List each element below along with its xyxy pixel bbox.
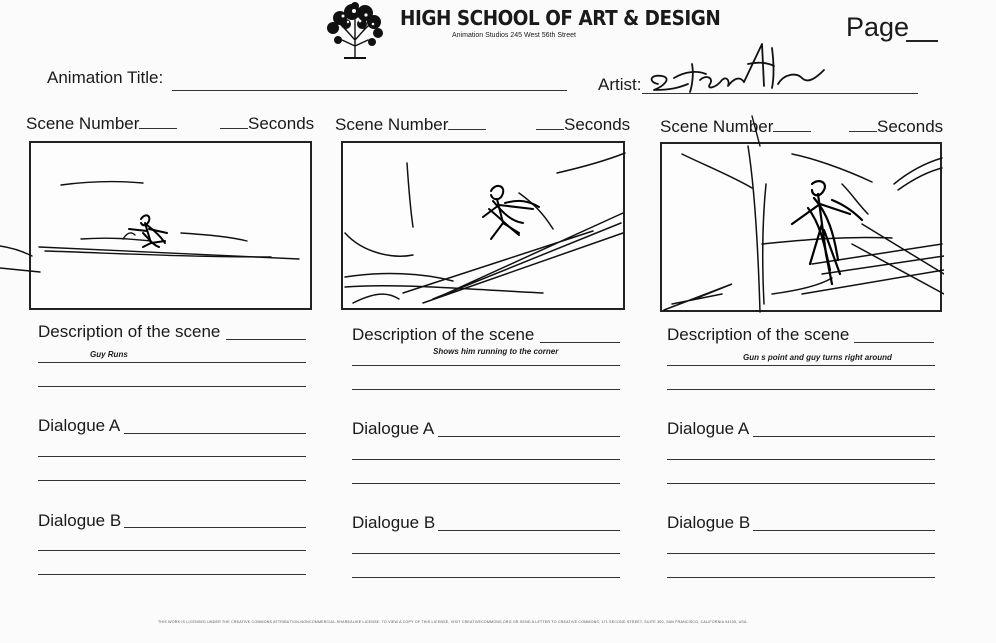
description-value-2: Shows him running to the corner bbox=[433, 347, 559, 356]
scene-number-field-2[interactable] bbox=[448, 128, 486, 130]
description-value-3: Gun s point and guy turns right around bbox=[743, 353, 892, 362]
dialogue-a-line-1a[interactable] bbox=[124, 433, 306, 434]
storyboard-sketch-figure-turning-icon bbox=[662, 144, 944, 314]
description-line-2c[interactable] bbox=[352, 389, 620, 390]
description-line-1a[interactable] bbox=[226, 339, 306, 340]
dialogue-b-line-1a[interactable] bbox=[124, 527, 306, 528]
footer-fine-print: THIS WORK IS LICENSED UNDER THE CREATIVE COMMONS ATTRIBUTION-NONCOMMERCIAL-SHAREALIKE LICENSE. TO VIEW A COPY OF THIS LICENSE, VISIT CREATIVECOMMONS.ORG OR SEND A LETTER TO CREATIVE COMMONS, 171 SECOND STREET, SUITE 300, SAN FRANCISCO, CALIFORNIA 94105, USA. bbox=[158, 620, 748, 624]
dialogue-b-label-1: Dialogue B bbox=[38, 511, 122, 530]
dialogue-b-line-2c[interactable] bbox=[352, 577, 620, 578]
dialogue-a-line-1c[interactable] bbox=[38, 480, 306, 481]
dialogue-a-line-2b[interactable] bbox=[352, 459, 620, 460]
seconds-label-2: Seconds bbox=[536, 115, 630, 135]
animation-title-label: Animation Title: bbox=[47, 68, 164, 87]
storyboard-frame-3[interactable] bbox=[660, 142, 942, 312]
scene-number-field-3[interactable] bbox=[773, 130, 811, 132]
dialogue-a-line-3b[interactable] bbox=[667, 459, 935, 460]
seconds-label-3: Seconds bbox=[849, 117, 943, 137]
dialogue-b-line-2b[interactable] bbox=[352, 553, 620, 554]
dialogue-b-line-3a[interactable] bbox=[753, 530, 935, 531]
description-line-3a[interactable] bbox=[854, 342, 934, 343]
description-line-1c[interactable] bbox=[38, 386, 306, 387]
dialogue-b-line-3c[interactable] bbox=[667, 577, 935, 578]
description-label-2: Description of the scene bbox=[352, 325, 535, 344]
seconds-field-3[interactable] bbox=[849, 130, 877, 132]
seconds-field-2[interactable] bbox=[536, 128, 564, 130]
dialogue-b-line-3b[interactable] bbox=[667, 553, 935, 554]
handwritten-signature-icon bbox=[644, 34, 834, 102]
scene-number-label-3: Scene Number bbox=[660, 117, 811, 137]
animation-title-field[interactable] bbox=[172, 90, 567, 91]
scene-number-field-1[interactable] bbox=[139, 127, 177, 129]
storyboard-sketch-figure-corner-icon bbox=[343, 143, 627, 312]
dialogue-a-line-2a[interactable] bbox=[438, 436, 620, 437]
dialogue-b-line-2a[interactable] bbox=[438, 530, 620, 531]
seconds-field-1[interactable] bbox=[220, 127, 248, 129]
description-line-2a[interactable] bbox=[540, 342, 620, 343]
dialogue-a-label-2: Dialogue A bbox=[352, 419, 435, 438]
dialogue-b-label-2: Dialogue B bbox=[352, 513, 436, 532]
description-line-2b[interactable] bbox=[352, 365, 620, 366]
school-tree-logo-icon bbox=[318, 0, 392, 60]
page-label: Page bbox=[846, 12, 910, 42]
dialogue-b-line-1c[interactable] bbox=[38, 574, 306, 575]
artist-label: Artist: bbox=[598, 75, 642, 94]
dialogue-a-label-3: Dialogue A bbox=[667, 419, 750, 438]
dialogue-a-line-3a[interactable] bbox=[753, 436, 935, 437]
page-number-line[interactable] bbox=[906, 40, 938, 42]
dialogue-b-line-1b[interactable] bbox=[38, 550, 306, 551]
dialogue-a-line-1b[interactable] bbox=[38, 456, 306, 457]
school-address: Animation Studios 245 West 56th Street bbox=[452, 32, 576, 39]
dialogue-a-label-1: Dialogue A bbox=[38, 416, 121, 435]
description-value-1: Guy Runs bbox=[90, 350, 128, 359]
description-line-1b[interactable] bbox=[38, 362, 306, 363]
storyboard-sketch-running-figure-icon bbox=[31, 143, 314, 312]
storyboard-frame-2[interactable] bbox=[341, 141, 625, 310]
description-line-3b[interactable] bbox=[667, 365, 935, 366]
dialogue-a-line-2c[interactable] bbox=[352, 483, 620, 484]
dialogue-a-line-3c[interactable] bbox=[667, 483, 935, 484]
seconds-label-1: Seconds bbox=[220, 114, 314, 134]
description-label-3: Description of the scene bbox=[667, 325, 850, 344]
description-label-1: Description of the scene bbox=[38, 322, 221, 341]
description-line-3c[interactable] bbox=[667, 389, 935, 390]
storyboard-frame-1[interactable] bbox=[29, 141, 312, 310]
dialogue-b-label-3: Dialogue B bbox=[667, 513, 751, 532]
school-name: HIGH SCHOOL OF ART & DESIGN bbox=[400, 6, 721, 30]
scene-number-label-1: Scene Number bbox=[26, 114, 177, 134]
scene-number-label-2: Scene Number bbox=[335, 115, 486, 135]
